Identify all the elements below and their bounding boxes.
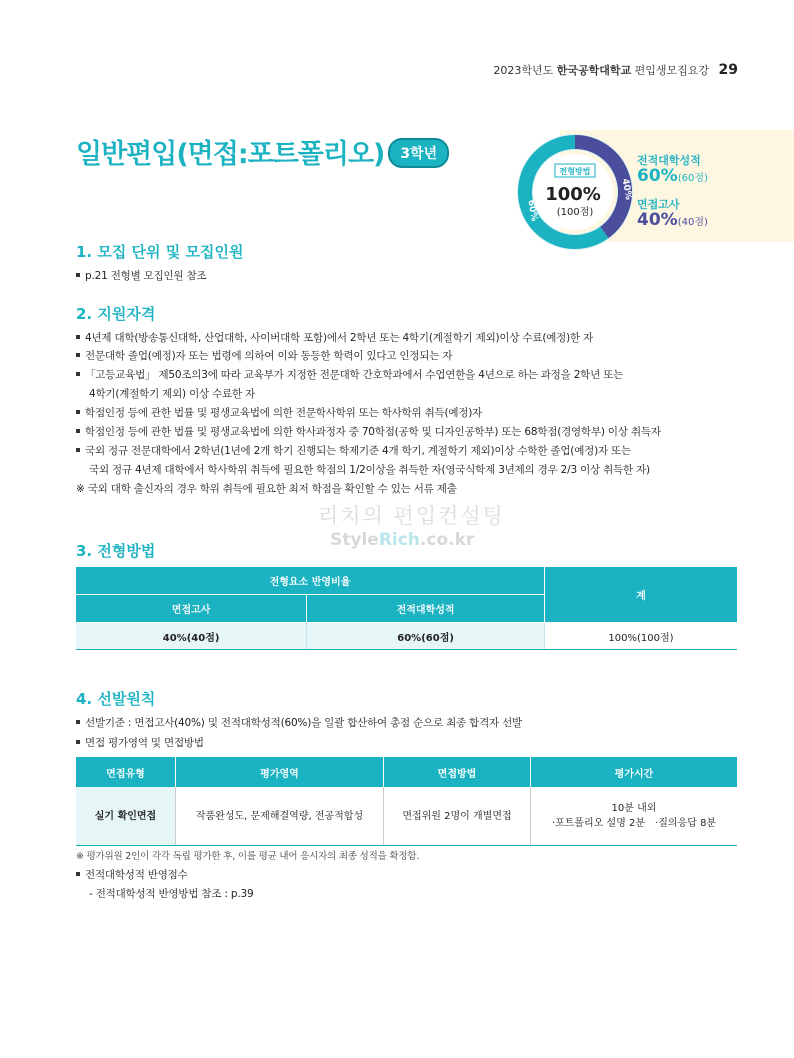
ratio-donut: [517, 134, 633, 250]
bullet-icon: [76, 410, 80, 414]
section-4-item: 면접 평가영역 및 면접방법: [76, 735, 204, 750]
table-row: [76, 787, 737, 846]
header-year: 2023학년도: [493, 64, 554, 77]
section-2-item: 전문대학 졸업(예정)자 또는 법령에 의하여 이와 동등한 학력이 있다고 인정되는 자: [76, 348, 452, 363]
bullet-icon: [76, 448, 80, 452]
section-2-item: 국외 정규 전문대학에서 2학년(1년에 2개 학기 진행되는 학제기준 4개 학기, 계절학기 제외)이상 수학한 졸업(예정)자 또는: [76, 443, 631, 458]
page-number: 29: [718, 62, 738, 78]
watermark-url: StyleRich.co.kr: [330, 530, 475, 550]
donut-center-sub: (100점): [556, 207, 594, 218]
legend-grades-value: 60%(60점): [637, 166, 708, 186]
section-2-title: 2. 지원자격: [76, 305, 156, 323]
bullet-icon: [76, 720, 80, 724]
donut-center-value: 100%: [545, 184, 601, 205]
table-col-header: 면접고사: [76, 595, 307, 623]
legend-interview-value: 40%(40점): [637, 210, 708, 230]
page-title: [76, 132, 449, 171]
table-header: 평가시간: [531, 757, 738, 787]
bullet-icon: [76, 740, 80, 744]
bullet-icon: [76, 372, 80, 376]
table-cell: 작품완성도, 문제해결역량, 전공적합성: [176, 787, 384, 846]
footer-sub: - 전적대학성적 반영방법 참조 : p.39: [89, 888, 254, 900]
legend-grades-label: 전적대학성적: [637, 154, 701, 167]
table-cell: 10분 내외 ·포트폴리오 설명 2분 ·질의응답 8분: [531, 787, 738, 846]
section-2-item-cont: 4학기(계절학기 제외) 이상 수료한 자: [89, 388, 256, 400]
footer-bullet: 전적대학성적 반영점수: [76, 867, 188, 882]
donut-left-pct: 60%: [525, 199, 539, 223]
ratio-table: [76, 567, 737, 650]
interview-table: [76, 757, 737, 846]
table-cell: 실기 확인면접: [76, 787, 176, 846]
section-1-item: p.21 전형별 모집인원 참조: [76, 268, 206, 283]
section-2-item: 학점인정 등에 관한 법률 및 평생교육법에 의한 전문학사학위 또는 학사학위 취득(예정)자: [76, 405, 482, 420]
table-cell: 40%(40점): [76, 623, 307, 650]
donut-right-pct: 40%: [619, 177, 633, 201]
bullet-icon: [76, 872, 80, 876]
table-col-header: 전적대학성적: [307, 595, 545, 623]
section-2-item: 「고등교육법」 제50조의3에 따라 교육부가 지정한 전문대학 간호학과에서 수업연한을 4년으로 하는 과정을 2학년 또는: [76, 367, 623, 382]
table-header: 평가영역: [176, 757, 384, 787]
header-doc: 편입생모집요강: [634, 64, 710, 77]
bullet-icon: [76, 353, 80, 357]
watermark-text: 리치의 편입컨설팅: [318, 504, 505, 528]
section-2-item: 학점인정 등에 관한 법률 및 평생교육법에 의한 학사과정자 중 70학점(공학 및 디자인공학부) 또는 68학점(경영학부) 이상 취득자: [76, 424, 661, 439]
section-1-title: 1. 모집 단위 및 모집인원: [76, 243, 244, 261]
section-4-item: 선발기준 : 면접고사(40%) 및 전적대학성적(60%)을 일괄 합산하여 총점 순으로 최종 합격자 선발: [76, 715, 522, 730]
page-header: [493, 62, 738, 78]
table-cell: 면접위원 2명이 개별면접: [384, 787, 531, 846]
section-2-item: 4년제 대학(방송통신대학, 산업대학, 사이버대학 포함)에서 2학년 또는 4학기(계절학기 제외)이상 수료(예정)한 자: [76, 330, 593, 345]
bullet-icon: [76, 273, 80, 277]
bullet-icon: [76, 335, 80, 339]
section-2-note: ※ 국외 대학 출신자의 경우 학위 취득에 필요한 최저 학점을 확인할 수 있는 서류 제출: [76, 483, 457, 495]
table-group-header: 전형요소 반영비율: [76, 567, 545, 595]
header-school: 한국공학대학교: [556, 64, 632, 77]
grade-badge: 3학년: [388, 138, 449, 168]
bullet-icon: [76, 429, 80, 433]
title-text: 일반편입(면접:포트폴리오): [76, 139, 385, 170]
table-cell: 60%(60점): [307, 623, 545, 650]
table-cell-total: 100%(100점): [545, 623, 738, 650]
table-header: 면접유형: [76, 757, 176, 787]
section-2-item-cont: 국외 정규 4년제 대학에서 학사학위 취득에 필요한 학점의 1/2이상을 취득한 자(영국식학제 3년제의 경우 2/3 이상 취득한 자): [89, 464, 650, 476]
table-header: 면접방법: [384, 757, 531, 787]
section-3-title: 3. 전형방법: [76, 542, 156, 560]
table-total-header: 계: [545, 567, 738, 623]
legend-interview-label: 면접고사: [637, 198, 680, 211]
footnote: ※ 평가위원 2인이 각각 독립 평가한 후, 이를 평균 내어 응시자의 최종 성적을 확정함.: [76, 851, 420, 862]
donut-center-label: 전형방법: [559, 167, 591, 176]
table-row: [76, 623, 737, 650]
section-4-title: 4. 선발원칙: [76, 690, 156, 708]
